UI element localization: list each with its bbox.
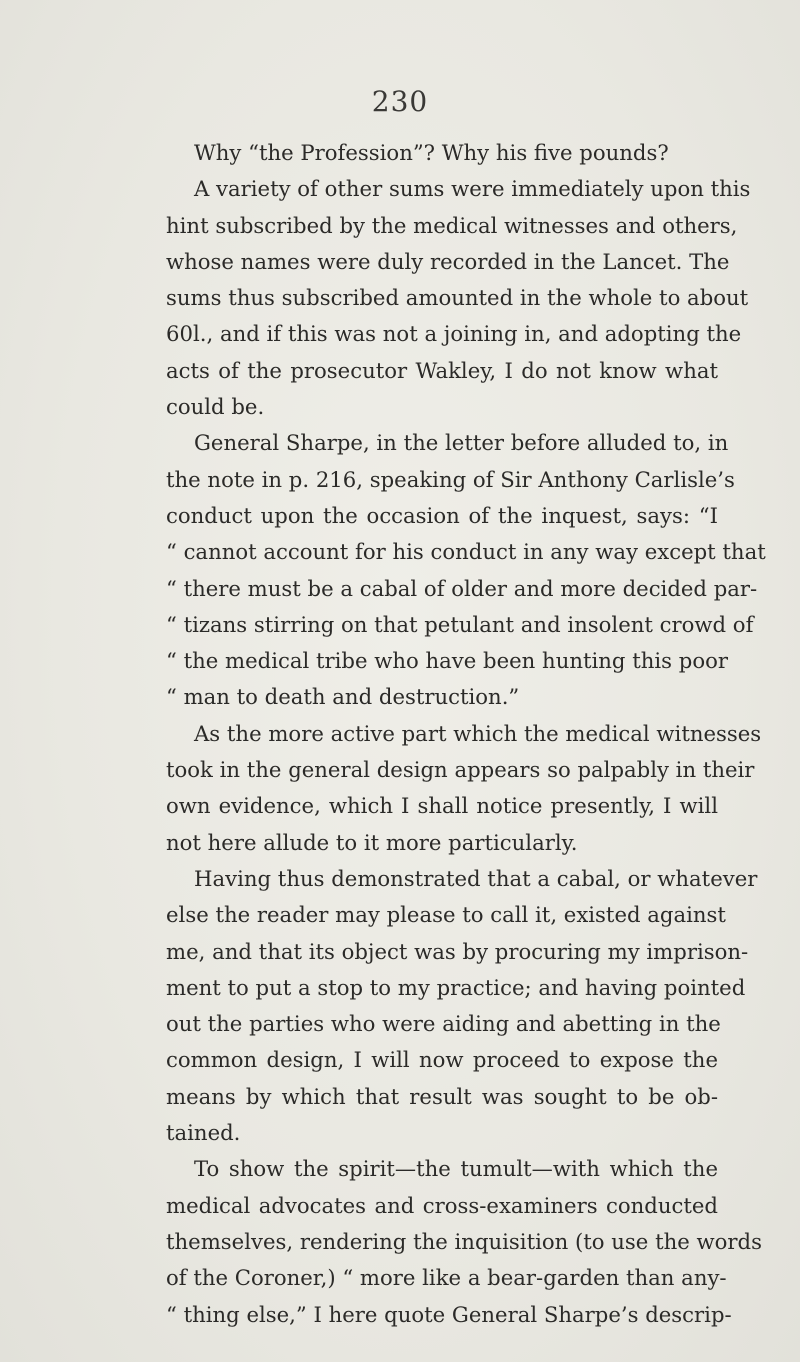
text-line: could be.	[166, 394, 265, 420]
text-line: General Sharpe, in the letter before alluded to, in	[194, 430, 729, 456]
text-line: themselves, rendering the inquisition (to use the words	[166, 1228, 762, 1254]
text-line: of the Coroner,) “ more like a bear-garden than any-	[166, 1265, 727, 1291]
text-line: “ the medical tribe who have been hunting this poor	[166, 648, 728, 674]
text-line: “ thing else,” I here quote General Sharpe’s descrip-	[166, 1301, 732, 1327]
text-line: ment to put a stop to my practice; and having pointed	[166, 974, 746, 1000]
text-line: “ man to death and destruction.”	[166, 684, 520, 710]
text-line: As the more active part which the medical witnesses	[194, 720, 762, 746]
text-line: To show the spirit—the tumult—with which the	[194, 1156, 718, 1182]
text-line: 60l., and if this was not a joining in, and adopting the	[166, 321, 742, 347]
text-line: acts of the prosecutor Wakley, I do not know what	[166, 357, 718, 383]
text-line: means by which that result was sought to be ob-	[166, 1083, 718, 1109]
text-line: A variety of other sums were immediately upon this	[194, 176, 751, 202]
text-line: the note in p. 216, speaking of Sir Anthony Carlisle’s	[166, 466, 735, 492]
text-line: me, and that its object was by procuring my imprison-	[166, 938, 749, 964]
text-line: else the reader may please to call it, existed against	[166, 902, 726, 928]
text-line: hint subscribed by the medical witnesses and others,	[166, 212, 738, 238]
text-line: not here allude to it more particularly.	[166, 829, 578, 855]
text-line: own evidence, which I shall notice presently, I will	[166, 793, 718, 819]
text-line: medical advocates and cross-examiners conducted	[166, 1192, 718, 1218]
text-line: sums thus subscribed amounted in the whole to about	[166, 285, 749, 311]
text-line: “ tizans stirring on that petulant and insolent crowd of	[166, 611, 754, 637]
text-line: “ cannot account for his conduct in any way except that	[166, 539, 766, 565]
text-line: conduct upon the occasion of the inquest, says: “I	[166, 502, 718, 528]
text-line: whose names were duly recorded in the Lancet. The	[166, 248, 730, 274]
body-text	[166, 135, 766, 1333]
text-line: common design, I will now proceed to expose the	[166, 1047, 718, 1073]
text-line: took in the general design appears so palpably in their	[166, 757, 755, 783]
page-number: 230	[371, 85, 429, 118]
text-line: tained.	[166, 1120, 241, 1146]
text-line: Why “the Profession”? Why his five pounds?	[194, 140, 669, 165]
text-line: out the parties who were aiding and abetting in the	[166, 1011, 721, 1037]
text-line: “ there must be a cabal of older and more decided par-	[166, 575, 758, 601]
text-line: Having thus demonstrated that a cabal, or whatever	[194, 865, 758, 891]
